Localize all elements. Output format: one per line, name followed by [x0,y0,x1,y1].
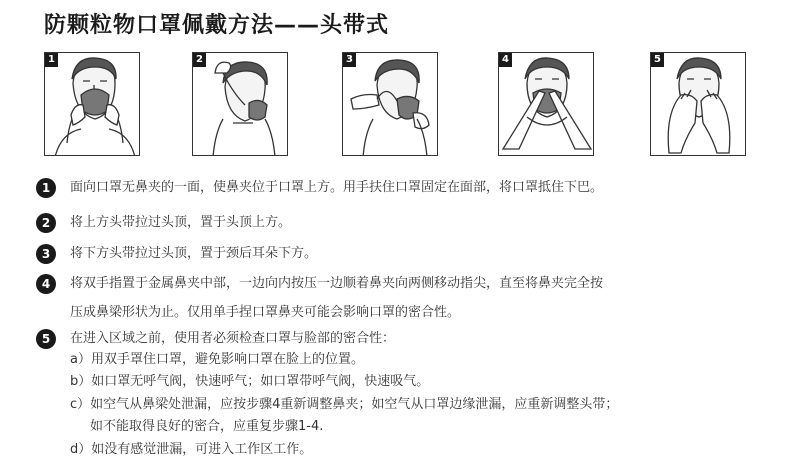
panel-number: 2 [193,53,206,67]
illustration-strip [0,52,790,158]
check-item-a: a）用双手罩住口罩，避免影响口罩在脸上的位置。 [70,352,364,367]
panel-number: 3 [343,53,356,67]
page-title: 防颗粒物口罩佩戴方法——头带式 [44,13,390,38]
step-text: 面向口罩无鼻夹的一面，使鼻夹位于口罩上方。用手扶住口罩固定在面部，将口罩抵住下巴。 [70,180,604,195]
step-number-badge: 2 [36,213,56,233]
face-holding-mask-icon [45,53,140,156]
step-number-badge: 1 [36,178,56,198]
panel-number: 5 [651,53,664,67]
step-text: 将下方头带拉过头顶，置于颈后耳朵下方。 [70,246,318,261]
step-text: 将双手指置于金属鼻夹中部，一边向内按压一边顺着鼻夹向两侧移动指尖，直至将鼻夹完全按 [70,276,604,291]
seal-check-icon [651,53,746,156]
check-item-d: d）如没有感觉泄漏，可进入工作区工作。 [70,442,313,457]
pull-bottom-strap-icon [343,53,438,156]
press-nose-clip-icon [499,53,594,156]
check-item-b: b）如口罩无呼气阀，快速呼气；如口罩带呼气阀，快速吸气。 [70,374,430,389]
panel-number: 4 [499,53,512,67]
pull-top-strap-over-head-icon [193,53,288,156]
step-text-continued: 压成鼻梁形状为止。仅用单手捏口罩鼻夹可能会影响口罩的密合性。 [70,305,461,320]
step-5-illustration [650,52,746,156]
check-item-c: c）如空气从鼻梁处泄漏，应按步骤4重新调整鼻夹；如空气从口罩边缘泄漏，应重新调整头带； [70,397,619,412]
step-number-badge: 4 [36,274,56,294]
step-1-illustration [44,52,140,156]
panel-number: 1 [45,53,58,67]
step-3-illustration [342,52,438,156]
step-text: 在进入区域之前，使用者必须检查口罩与脸部的密合性： [70,331,396,346]
step-text: 将上方头带拉过头顶，置于头顶上方。 [70,215,292,230]
step-number-badge: 5 [36,329,56,349]
step-4-illustration [498,52,594,156]
step-2-illustration [192,52,288,156]
step-number-badge: 3 [36,244,56,264]
check-item-c-continued: 如不能取得良好的密合，应重复步骤1-4. [90,419,324,434]
